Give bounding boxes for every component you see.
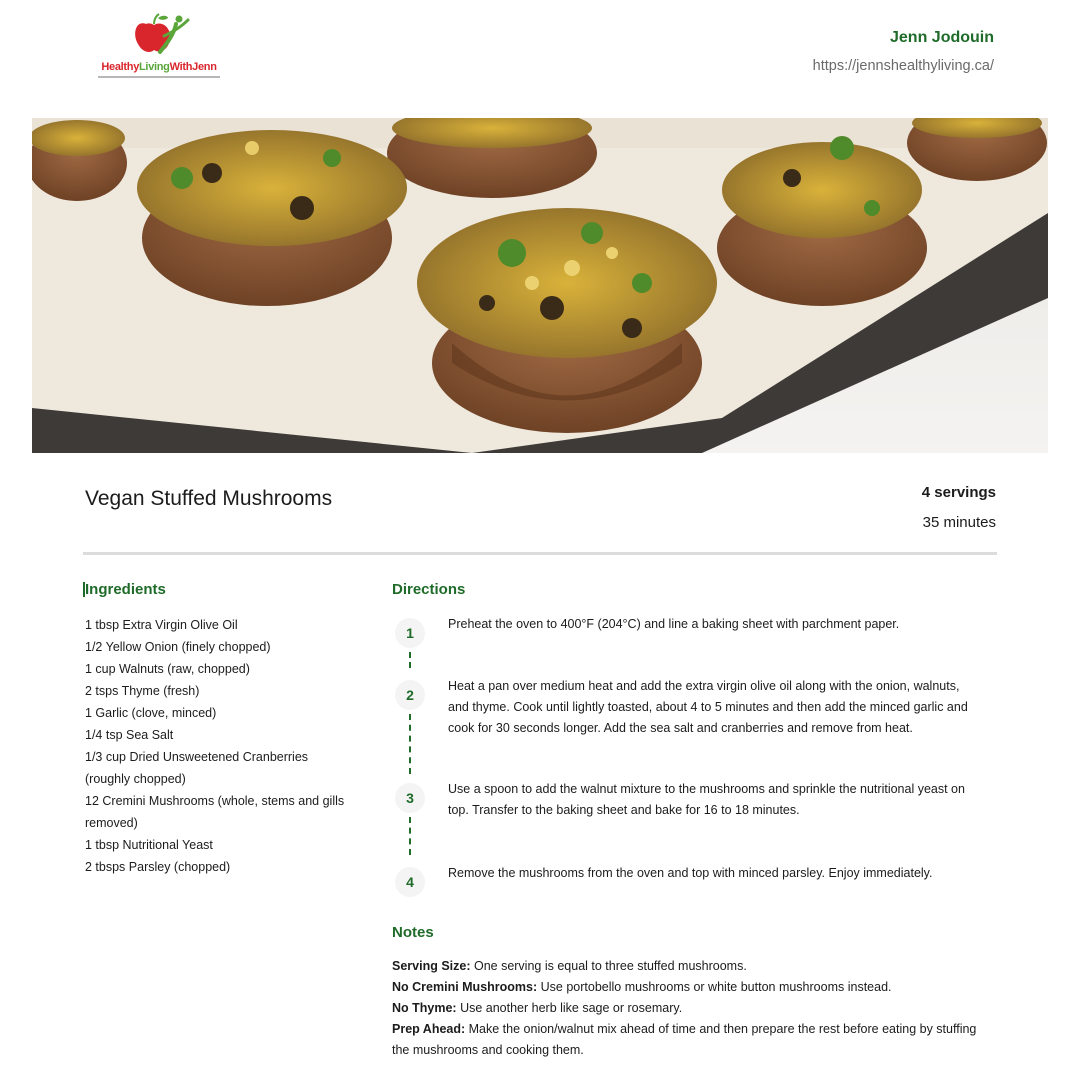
step-number-badge: 4 (395, 867, 425, 897)
author-name: Jenn Jodouin (890, 29, 994, 46)
logo-word-healthy: Healthy (101, 61, 140, 73)
step-connector (409, 817, 411, 855)
note-text: Make the onion/walnut mix ahead of time and then prepare the rest before eating by stuffing the mushrooms and cooking them. (392, 1022, 977, 1057)
recipe-title: Vegan Stuffed Mushrooms (85, 487, 333, 510)
note-label: No Cremini Mushrooms: (392, 980, 538, 994)
ingredient-item: 12 Cremini Mushrooms (whole, stems and gills removed) (85, 794, 345, 830)
step-number-badge: 3 (395, 783, 425, 813)
ingredient-item: 1 tbsp Nutritional Yeast (85, 838, 213, 852)
ingredient-item: 1 cup Walnuts (raw, chopped) (85, 662, 250, 676)
servings-count: 4 servings (921, 484, 996, 501)
page-header (0, 0, 1080, 115)
step-text: Preheat the oven to 400°F (204°C) and line a baking sheet with parchment paper. (448, 617, 900, 631)
note-label: Serving Size: (392, 959, 471, 973)
ingredients-heading: Ingredients (85, 581, 166, 598)
step-number-badge: 1 (395, 618, 425, 648)
logo-wordmark (84, 61, 234, 73)
note-label: No Thyme: (392, 1001, 457, 1015)
logo-word-living: Living (139, 61, 170, 73)
step-connector (409, 652, 411, 668)
ingredient-item: 1 tbsp Extra Virgin Olive Oil (85, 618, 238, 632)
notes-heading: Notes (392, 924, 434, 941)
note-item (392, 998, 992, 1019)
apple-person-logo-icon (130, 12, 190, 57)
note-item (392, 977, 992, 998)
note-label: Prep Ahead: (392, 1022, 466, 1036)
step-text: Use a spoon to add the walnut mixture to the mushrooms and sprinkle the nutritional yeast on top. Transfer to the baking sheet and bake for 16 to 18 minutes. (448, 782, 965, 817)
ingredient-item: 2 tbsps Parsley (chopped) (85, 860, 231, 874)
author-website-link[interactable]: https://jennshealthyliving.ca/ (812, 58, 994, 74)
step-number-badge: 2 (395, 680, 425, 710)
ingredients-list (85, 614, 350, 878)
recipe-meta (922, 478, 996, 538)
ingredient-item: 1/2 Yellow Onion (finely chopped) (85, 640, 271, 654)
note-text: One serving is equal to three stuffed mushrooms. (470, 959, 747, 973)
ingredient-item: 1/3 cup Dried Unsweetened Cranberries (roughly chopped) (85, 750, 309, 786)
note-text: Use another herb like sage or rosemary. (456, 1001, 683, 1015)
healthy-living-with-jenn-logo[interactable] (84, 12, 234, 82)
ingredient-item: 1 Garlic (clove, minced) (85, 706, 217, 720)
author-block (813, 29, 994, 74)
stuffed-mushrooms-illustration (32, 118, 1048, 453)
ingredient-item: 1/4 tsp Sea Salt (85, 728, 174, 742)
total-time: 35 minutes (922, 514, 996, 531)
recipe-hero-photo (32, 118, 1048, 453)
notes-list (392, 956, 992, 1061)
section-divider (83, 552, 997, 555)
step-text: Remove the mushrooms from the oven and top with minced parsley. Enjoy immediately. (448, 866, 933, 880)
ingredient-item: 2 tsps Thyme (fresh) (85, 684, 200, 698)
step-connector (409, 714, 411, 774)
logo-tagline-decoration (98, 76, 220, 78)
directions-heading: Directions (392, 581, 466, 598)
logo-word-withjenn: WithJenn (169, 61, 217, 73)
note-item (392, 956, 992, 977)
note-text: Use portobello mushrooms or white button mushrooms instead. (537, 980, 892, 994)
note-item (392, 1019, 992, 1061)
step-text: Heat a pan over medium heat and add the extra virgin olive oil along with the onion, walnuts, and thyme. Cook until lightly toasted, about 4 to 5 minutes and then add the minced garlic and cook for 30 seconds longer. Add the sea salt and cranberries and remove from heat. (448, 679, 968, 735)
